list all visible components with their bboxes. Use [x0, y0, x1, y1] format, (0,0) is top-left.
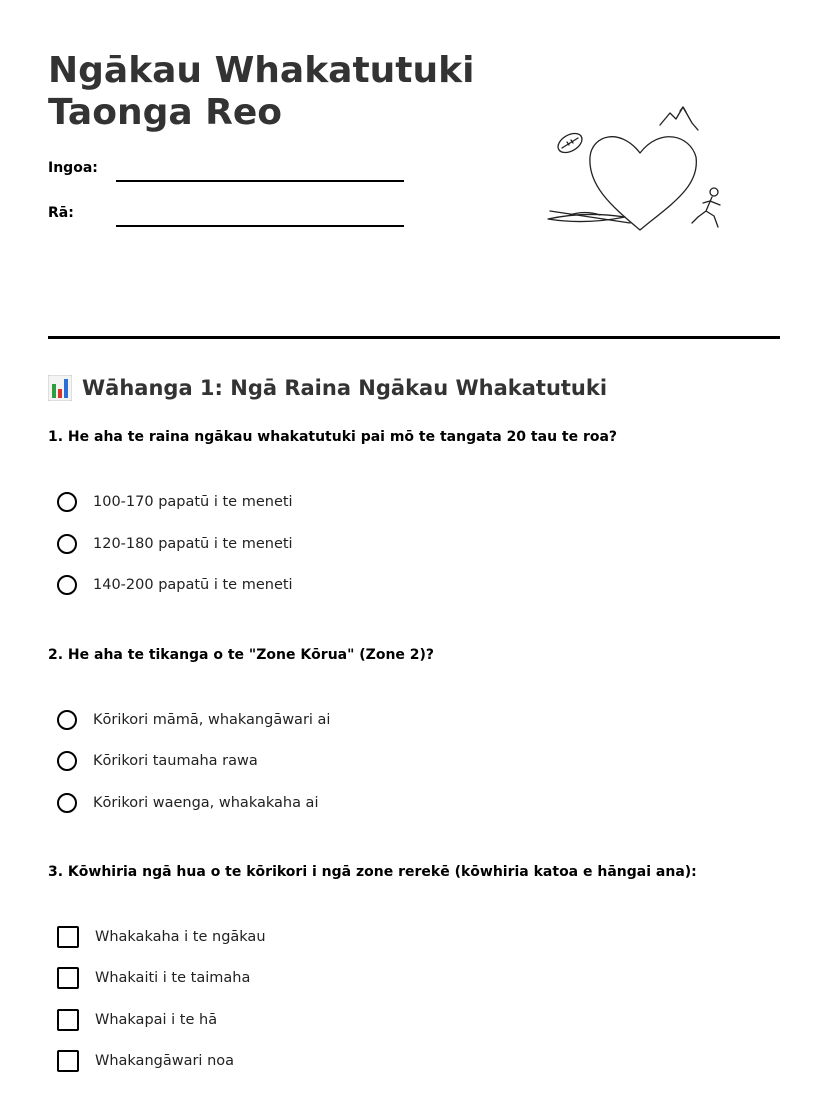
option-label: Kōrikori māmā, whakangāwari ai — [93, 712, 331, 728]
option-label: 140-200 papatū i te meneti — [93, 577, 293, 593]
kayak-icon — [548, 211, 630, 223]
option-label: Whakapai i te hā — [95, 1012, 218, 1028]
name-label: Ingoa: — [48, 160, 98, 176]
runner-icon — [692, 188, 720, 227]
question-3: 3. Kōwhiria ngā hua o te kōrikori i ngā zone rerekē (kōwhiria katoa e hāngai ana): — [48, 864, 697, 880]
mountain-icon — [660, 107, 698, 130]
heart-icon — [590, 137, 696, 230]
q1-option-1[interactable] — [57, 492, 293, 512]
q1-option-3[interactable] — [57, 575, 293, 595]
question-1: 1. He aha te raina ngākau whakatutuki pai mō te tangata 20 tau te roa? — [48, 429, 618, 445]
section-1-title: Wāhanga 1: Ngā Raina Ngākau Whakatutuki — [82, 376, 608, 400]
checkbox[interactable] — [57, 967, 79, 989]
date-label: Rā: — [48, 205, 74, 221]
checkbox[interactable] — [57, 1050, 79, 1072]
radio-button[interactable] — [57, 534, 77, 554]
checkbox[interactable] — [57, 1009, 79, 1031]
section-1-heading — [48, 375, 607, 401]
option-label: 100-170 papatū i te meneti — [93, 494, 293, 510]
option-label: 120-180 papatū i te meneti — [93, 536, 293, 552]
radio-button[interactable] — [57, 575, 77, 595]
rugby-ball-icon — [555, 130, 586, 157]
title-line-1: Ngākau Whakatutuki — [48, 50, 475, 91]
worksheet-title — [48, 50, 474, 134]
question-2: 2. He aha te tikanga o te "Zone Kōrua" (Zone 2)? — [48, 647, 435, 663]
header-divider — [48, 336, 780, 339]
q3-option-3[interactable] — [57, 1009, 217, 1031]
q2-option-2[interactable] — [57, 751, 258, 771]
option-label: Kōrikori waenga, whakakaha ai — [93, 795, 319, 811]
option-label: Kōrikori taumaha rawa — [93, 753, 258, 769]
q3-option-2[interactable] — [57, 967, 250, 989]
q3-option-4[interactable] — [57, 1050, 234, 1072]
bar-chart-icon — [48, 375, 72, 401]
date-field[interactable] — [116, 225, 404, 227]
checkbox[interactable] — [57, 926, 79, 948]
sports-heart-illustration — [540, 95, 740, 245]
q1-option-2[interactable] — [57, 534, 293, 554]
option-label: Whakangāwari noa — [95, 1053, 235, 1069]
radio-button[interactable] — [57, 710, 77, 730]
q3-option-1[interactable] — [57, 926, 266, 948]
title-line-2: Taonga Reo — [48, 92, 283, 133]
radio-button[interactable] — [57, 751, 77, 771]
radio-button[interactable] — [57, 492, 77, 512]
q2-option-1[interactable] — [57, 710, 330, 730]
name-field[interactable] — [116, 180, 404, 182]
option-label: Whakakaha i te ngākau — [95, 929, 266, 945]
option-label: Whakaiti i te taimaha — [95, 970, 251, 986]
radio-button[interactable] — [57, 793, 77, 813]
q2-option-3[interactable] — [57, 793, 318, 813]
